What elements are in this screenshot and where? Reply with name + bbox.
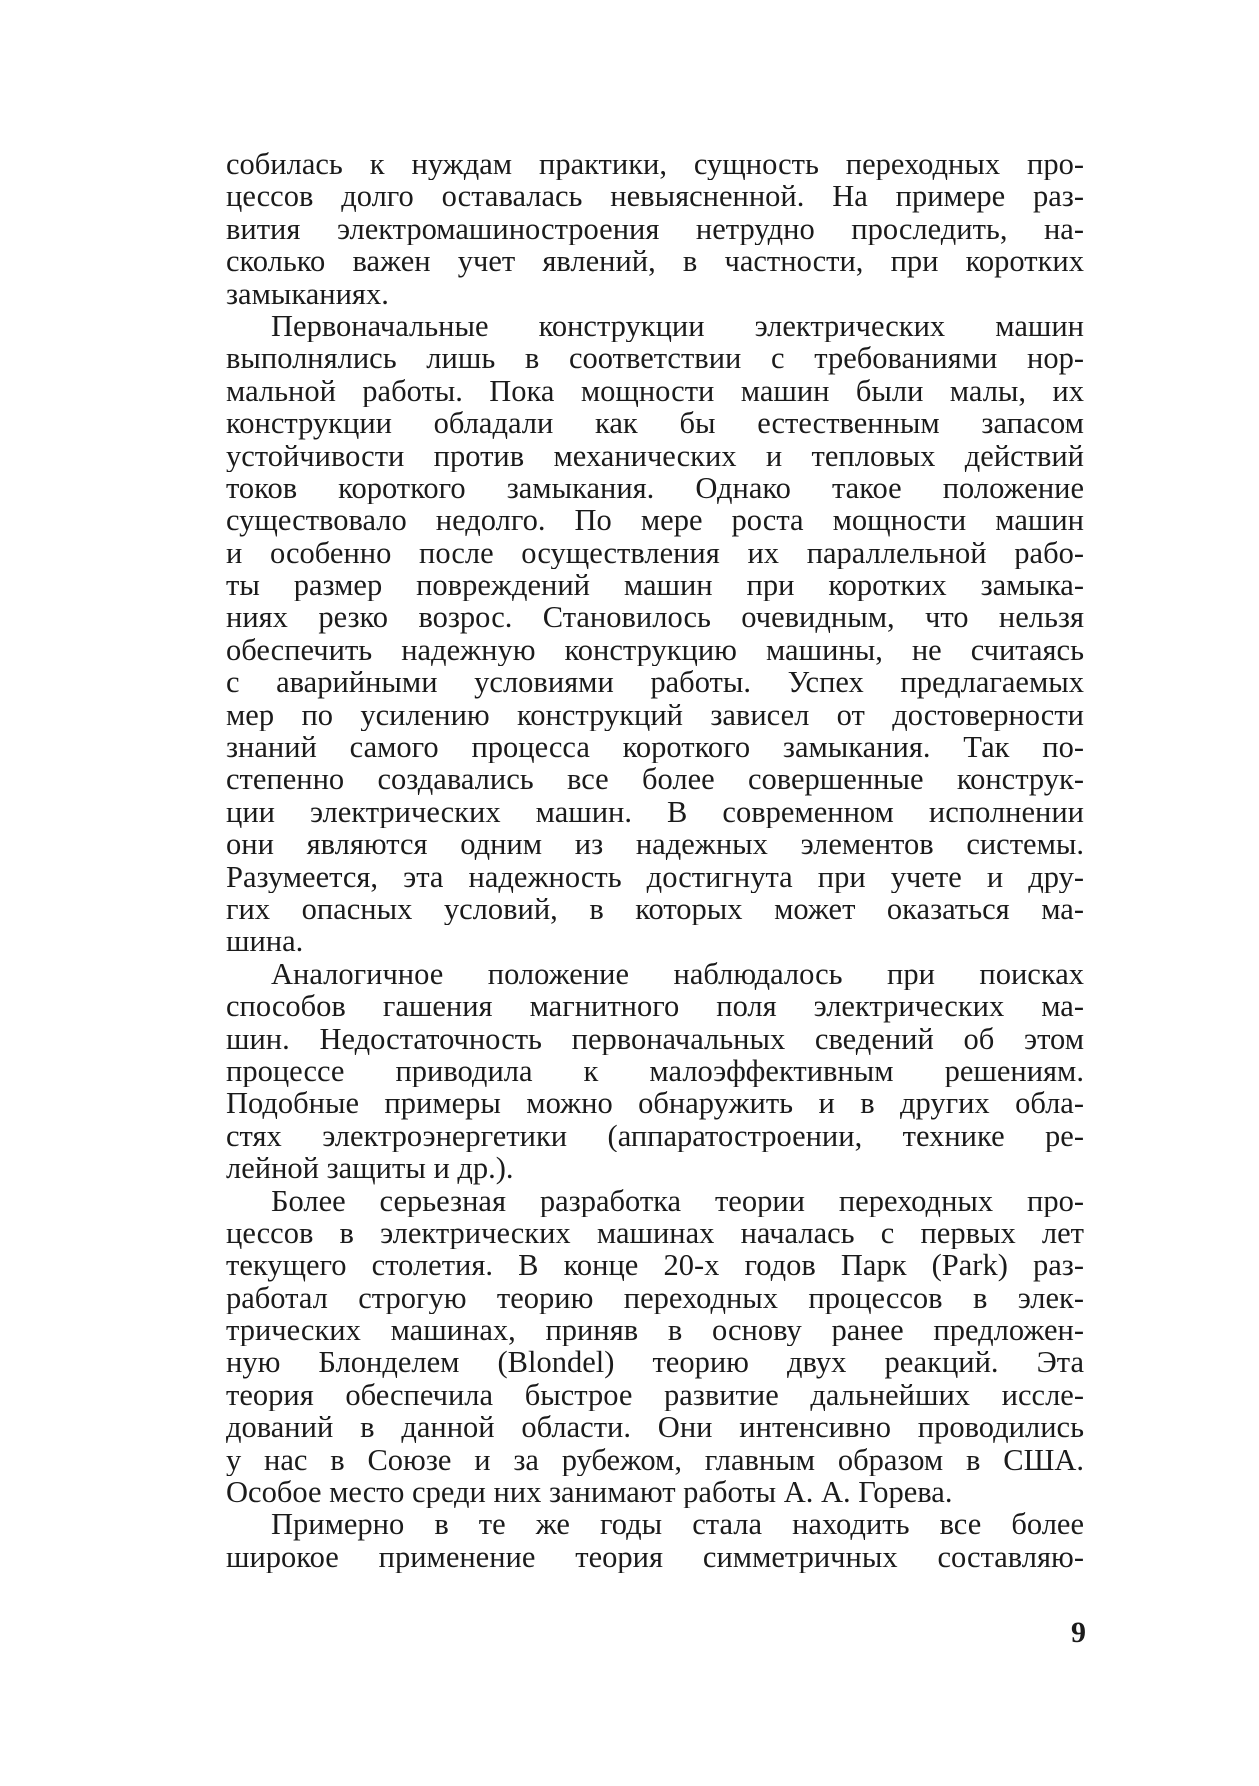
text-line: Разумеется, эта надежность достигнута при учете и дру- — [226, 860, 1084, 893]
text-line: степенно создавались все более совершенные конструк- — [226, 763, 1084, 796]
paragraph-3 — [226, 958, 1084, 1185]
text-line: ниях резко возрос. Становилось очевидным, что нельзя — [226, 601, 1084, 634]
text-line: они являются одним из надежных элементов системы. — [226, 828, 1084, 861]
text-line: цессов долго оставалась невыясненной. На примере раз- — [226, 180, 1084, 213]
text-line: замыканиях. — [226, 277, 389, 310]
text-line: Особое место среди них занимают работы А. А. Горева. — [226, 1476, 953, 1509]
text-line: ции электрических машин. В современном исполнении — [226, 795, 1084, 829]
text-line: шин. Недостаточность первоначальных сведений об этом — [226, 1022, 1084, 1055]
text-line: цессов в электрических машинах началась с первых лет — [226, 1216, 1084, 1250]
text-line: собилась к нуждам практики, сущность переходных про- — [226, 148, 1084, 181]
text-line: дований в данной области. Они интенсивно проводились — [226, 1411, 1084, 1444]
text-line: выполнялись лишь в соответствии с требованиями нор- — [226, 342, 1084, 375]
text-line: устойчивости против механических и тепловых действий — [226, 439, 1084, 472]
text-line: гих опасных условий, в которых может оказаться ма- — [226, 892, 1084, 926]
text-line: существовало недолго. По мере роста мощности машин — [226, 504, 1084, 537]
text-line: Более серьезная разработка теории переходных про- — [271, 1184, 1084, 1217]
text-line: обеспечить надежную конструкцию машины, не считаясь — [226, 633, 1084, 667]
text-line: трических машинах, приняв в основу ранее предложен- — [226, 1314, 1084, 1347]
text-line: способов гашения магнитного поля электрических ма- — [226, 990, 1084, 1023]
text-line: Примерно в те же годы стала находить все более — [271, 1508, 1084, 1541]
text-line: работал строгую теорию переходных процессов в элек- — [226, 1281, 1084, 1315]
text-line: мер по усилению конструкций зависел от достоверности — [226, 698, 1084, 732]
text-line: Аналогичное положение наблюдалось при поисках — [271, 957, 1084, 991]
text-line: с аварийными условиями работы. Успех предлагаемых — [226, 666, 1084, 699]
page-body — [226, 148, 1084, 1573]
text-line: процессе приводила к малоэффективным решениям. — [226, 1054, 1084, 1088]
text-line: стях электроэнергетики (аппаратостроении, технике ре- — [226, 1119, 1084, 1153]
text-line: знаний самого процесса короткого замыкания. Так по- — [226, 731, 1084, 764]
text-line: сколько важен учет явлений, в частности, при коротких — [226, 245, 1084, 278]
text-line: шина. — [226, 925, 304, 958]
text-line: токов короткого замыкания. Однако такое положение — [226, 471, 1084, 505]
text-line: мальной работы. Пока мощности машин были малы, их — [226, 374, 1084, 408]
text-line: текущего столетия. В конце 20-х годов Парк (Park) раз- — [226, 1249, 1084, 1282]
paragraph-2 — [226, 310, 1084, 958]
text-line: конструкции обладали как бы естественным запасом — [226, 407, 1084, 440]
text-line: Подобные примеры можно обнаружить и в других обла- — [226, 1087, 1084, 1120]
text-line: Первоначальные конструкции электрических машин — [271, 309, 1084, 343]
text-line: широкое применение теория симметричных составляю- — [226, 1540, 1084, 1574]
text-line: и особенно после осуществления их параллельной рабо- — [226, 536, 1084, 570]
text-line: ную Блонделем (Blondel) теорию двух реакций. Эта — [226, 1346, 1084, 1379]
paragraph-5 — [226, 1508, 1084, 1573]
text-line: у нас в Союзе и за рубежом, главным образом в США. — [226, 1443, 1084, 1477]
text-line: теория обеспечила быстрое развитие дальнейших иссле- — [226, 1378, 1084, 1412]
page-number: 9 — [1071, 1616, 1086, 1649]
paragraph-1 — [226, 148, 1084, 310]
paragraph-4 — [226, 1185, 1084, 1509]
text-line: ты размер повреждений машин при коротких замыка- — [226, 569, 1084, 602]
text-line: лейной защиты и др.). — [226, 1152, 514, 1185]
text-line: вития электромашиностроения нетрудно проследить, на- — [226, 212, 1084, 246]
